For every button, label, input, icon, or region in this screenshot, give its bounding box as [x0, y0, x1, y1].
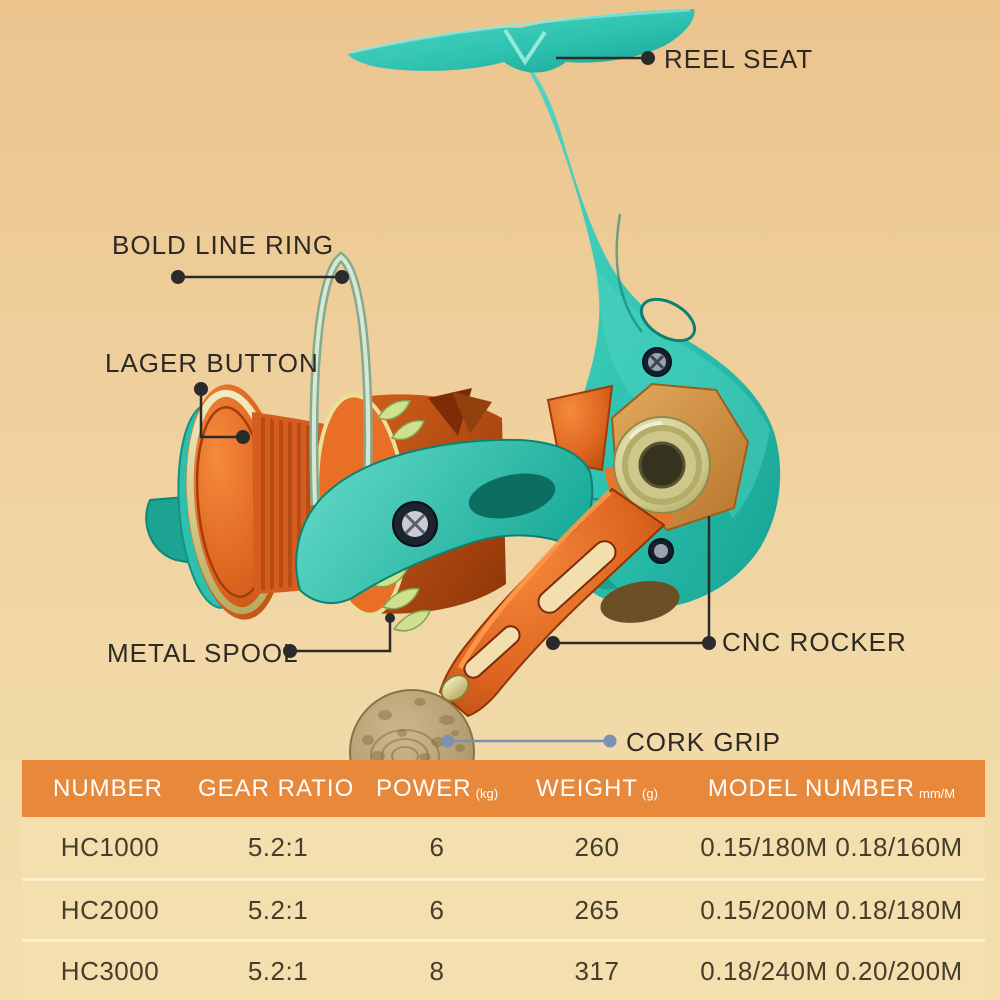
callout-bold-line-ring: BOLD LINE RING [112, 230, 335, 260]
cell-gear-ratio: 5.2:1 [247, 832, 309, 862]
header-model-number: MODEL NUMBER mm/M [707, 774, 956, 802]
cell-power: 6 [429, 894, 445, 925]
reel-seat-arm [348, 9, 694, 73]
cell-model-number: 0.15/180M 0.18/160M [700, 832, 963, 862]
callout-metal-spool: METAL SPOOL [107, 638, 299, 668]
callout-cnc-rocker: CNC ROCKER [722, 627, 907, 657]
cell-gear-ratio: 5.2:1 [247, 955, 309, 986]
cell-weight: 260 [574, 832, 620, 862]
spec-table-header [22, 760, 985, 817]
header-gear-ratio: GEAR RATIO [198, 774, 355, 802]
callout-cork-grip: CORK GRIP [626, 727, 781, 757]
callout-lager-button: LAGER BUTTON [105, 348, 319, 378]
cell-weight: 265 [574, 894, 620, 925]
table-row [22, 817, 985, 878]
cell-power: 8 [429, 955, 445, 986]
header-weight: WEIGHT (g) [536, 774, 658, 802]
table-row [22, 878, 985, 939]
callout-reel-seat: REEL SEAT [664, 44, 814, 74]
body-screw-bottom [649, 539, 673, 563]
table-row [22, 939, 985, 1000]
cell-model-number: 0.15/200M 0.18/180M [700, 894, 963, 925]
cell-gear-ratio: 5.2:1 [247, 894, 309, 925]
cork-grip-knob [350, 670, 474, 760]
cell-number: HC2000 [60, 894, 160, 925]
spec-table [22, 760, 985, 1000]
bold-line-ring-leader [171, 270, 349, 284]
cell-number: HC3000 [60, 955, 160, 986]
rotor-screw [393, 502, 437, 546]
metal-spool-leader [283, 613, 395, 658]
body-screw-top [643, 348, 671, 376]
cell-model-number: 0.18/240M 0.20/200M [700, 955, 963, 986]
cell-number: HC1000 [60, 832, 160, 862]
header-number: NUMBER [52, 774, 163, 802]
cell-power: 6 [429, 832, 445, 862]
header-power: POWER (kg) [375, 774, 499, 802]
cell-weight: 317 [574, 955, 620, 986]
